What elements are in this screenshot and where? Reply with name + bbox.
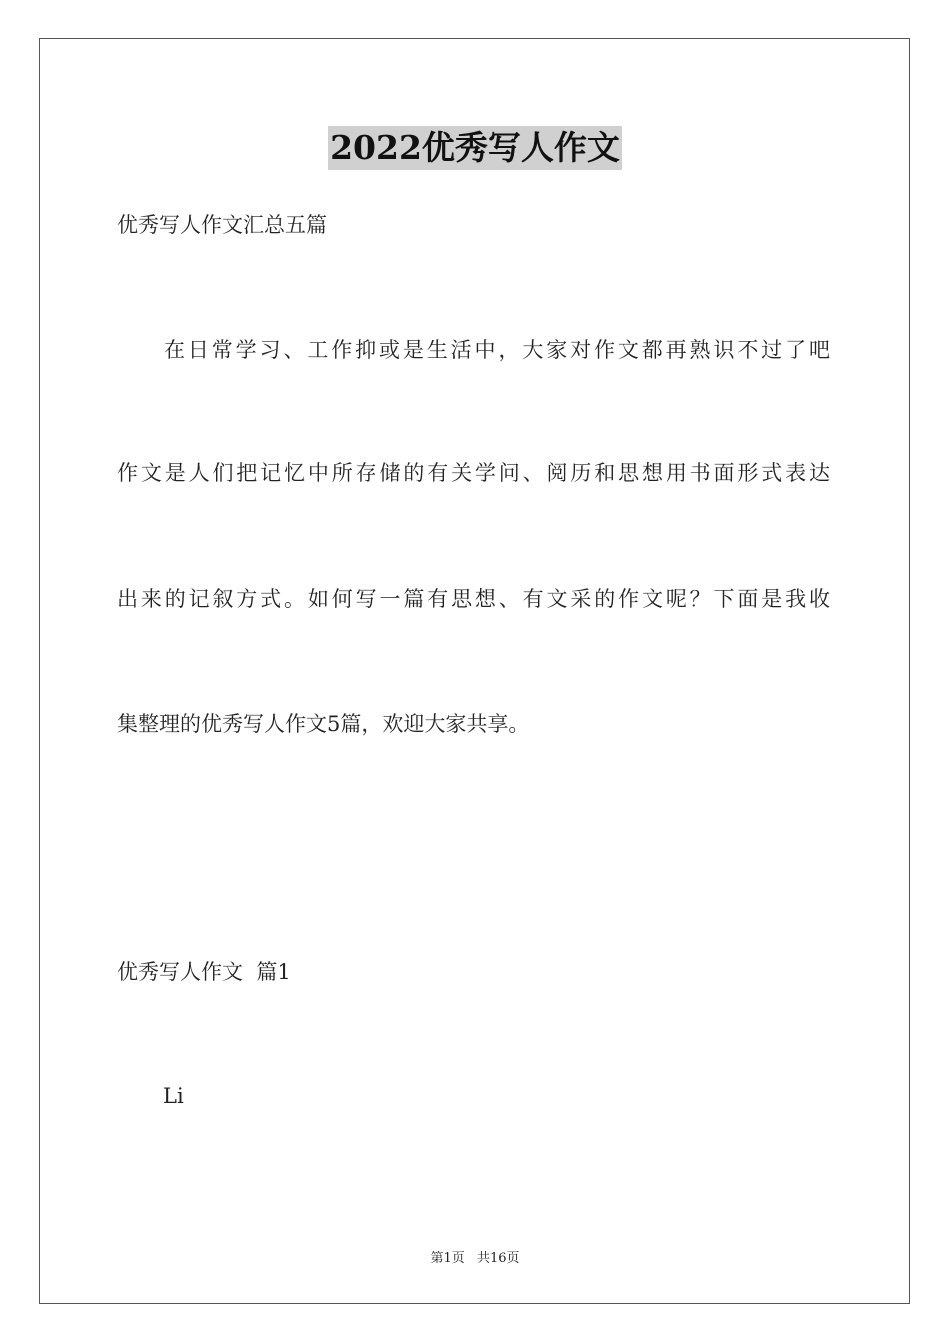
page-footer — [0, 1247, 950, 1266]
page-total: 共16页 — [476, 1251, 520, 1266]
document-subtitle: 优秀写人作文汇总五篇 — [117, 213, 327, 237]
intro-line-3: 出来的记叙方式。如何写一篇有思想、有文采的作文呢？下面是我收 — [117, 587, 830, 611]
body-text-start: Li — [163, 1084, 184, 1108]
intro-line-2: 作文是人们把记忆中所存储的有关学问、阅历和思想用书面形式表达 — [117, 461, 830, 485]
intro-line-4: 集整理的优秀写人作文5篇，欢迎大家共享。 — [117, 712, 530, 736]
title-container — [0, 126, 950, 170]
document-title: 2022优秀写人作文 — [328, 126, 622, 170]
intro-line-1: 在日常学习、工作抑或是生活中，大家对作文都再熟识不过了吧 — [164, 338, 830, 362]
section-heading: 优秀写人作文 篇1 — [117, 960, 291, 984]
page-number: 第1页 — [430, 1251, 465, 1266]
